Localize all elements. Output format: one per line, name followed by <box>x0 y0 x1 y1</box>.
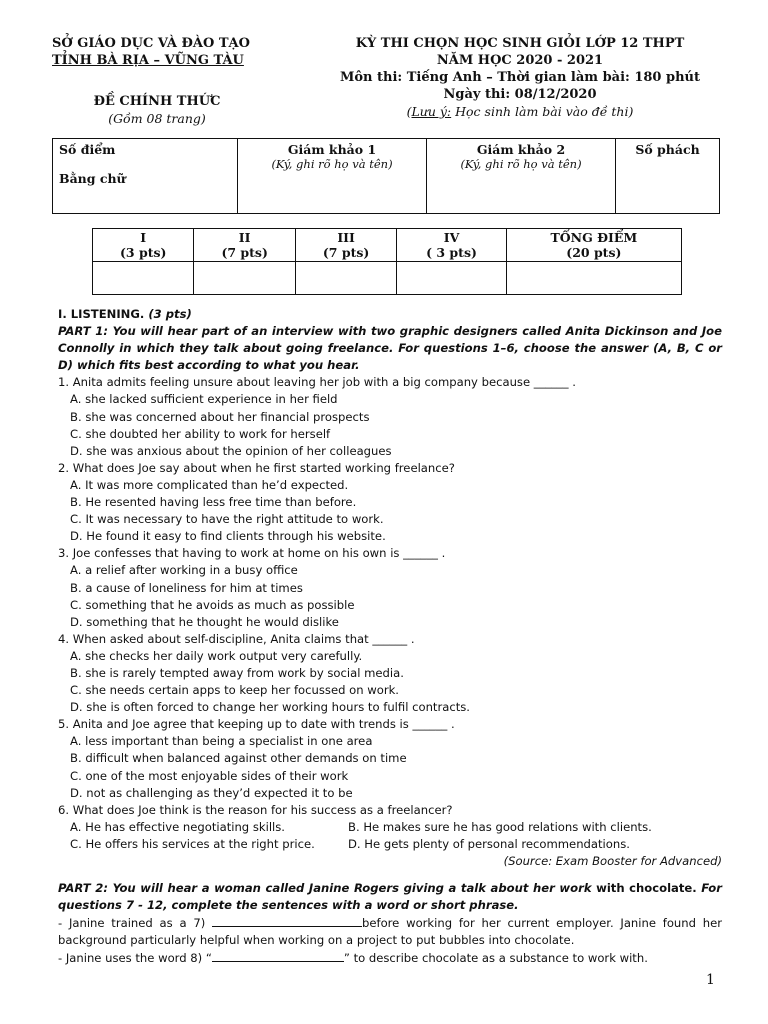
points-input-1[interactable] <box>93 262 194 295</box>
question-text: 1. Anita admits feeling unsure about leaving her job with a big company because ______ . <box>58 375 576 390</box>
note-line: (Lưu ý: Học sinh làm bài vào đề thi) <box>406 104 634 119</box>
answer-blank-7[interactable] <box>212 914 362 927</box>
question-text: 6. What does Joe think is the reason for his success as a freelancer? <box>58 802 453 817</box>
option-a[interactable]: A. a relief after working in a busy office <box>70 563 298 578</box>
points-col-3: III (7 pts) <box>295 229 396 262</box>
option-c[interactable]: C. He offers his services at the right price. <box>70 836 315 851</box>
points-input-2[interactable] <box>194 262 295 295</box>
points-input-3[interactable] <box>295 262 396 295</box>
question-2 <box>58 460 722 545</box>
answer-blank-8[interactable] <box>212 949 344 962</box>
question-1 <box>58 374 722 459</box>
option-c[interactable]: C. she doubted her ability to work for herself <box>70 426 331 441</box>
question-text: 3. Joe confesses that having to work at home on his own is ______ . <box>58 546 446 561</box>
option-c[interactable]: C. she needs certain apps to keep her focussed on work. <box>70 683 399 698</box>
fill-sentence-8: - Janine uses the word 8) “ ” to describe chocolate as a substance to work with. <box>58 951 648 966</box>
option-b[interactable]: B. He makes sure he has good relations with clients. <box>348 819 652 834</box>
part1-instructions: PART 1: You will hear part of an interview with two graphic designers called Anita Dickinson and Joe Connolly in which they talk about going freelance. For questions 1–6, choose the answer (A, B, C or D) which fits best according to what you hear. <box>58 324 722 373</box>
dept-line-1: SỞ GIÁO DỤC VÀ ĐÀO TẠO <box>52 36 250 51</box>
score-label: Số điểm <box>59 142 116 157</box>
school-year: NĂM HỌC 2020 - 2021 <box>436 53 604 68</box>
note-label: Lưu ý: <box>411 104 452 119</box>
score-words-label: Bằng chữ <box>59 171 126 186</box>
fill-sentence-7: - Janine trained as a 7) before working for her current employer. Janine found her background particularly helpful when working on a project to put bubbles into chocolate. <box>58 916 722 948</box>
option-a[interactable]: A. He has effective negotiating skills. <box>70 819 285 834</box>
examiner1-label: Giám khảo 1 <box>287 142 377 157</box>
exam-title: KỲ THI CHỌN HỌC SINH GIỎI LỚP 12 THPT <box>355 36 685 51</box>
examiner2-sign-note: (Ký, ghi rõ họ và tên) <box>460 157 582 171</box>
option-b[interactable]: B. she was concerned about her financial prospects <box>70 409 370 424</box>
subject-line: Môn thi: Tiếng Anh – Thời gian làm bài: 180 phút <box>339 70 701 85</box>
code-label: Số phách <box>635 142 700 157</box>
question-text: 4. When asked about self-discipline, Anita claims that ______ . <box>58 631 415 646</box>
option-a[interactable]: A. she lacked sufficient experience in her field <box>70 392 338 407</box>
option-a[interactable]: A. It was more complicated than he’d expected. <box>70 477 349 492</box>
points-col-2: II (7 pts) <box>194 229 295 262</box>
page-number: 1 <box>706 972 715 988</box>
option-a[interactable]: A. she checks her daily work output very carefully. <box>70 648 363 663</box>
question-3 <box>58 545 722 630</box>
exam-date: Ngày thi: 08/12/2020 <box>443 87 597 102</box>
option-a[interactable]: A. less important than being a specialist in one area <box>70 734 373 749</box>
points-input-4[interactable] <box>397 262 506 295</box>
question-4 <box>58 631 722 716</box>
option-row-ab <box>58 819 722 836</box>
option-d[interactable]: D. He gets plenty of personal recommendations. <box>348 836 630 851</box>
option-d[interactable]: D. something that he thought he would dislike <box>70 614 339 629</box>
option-d[interactable]: D. He found it easy to find clients through his website. <box>70 529 386 544</box>
question-6 <box>58 802 722 853</box>
official-label: ĐỀ CHÍNH THỨC <box>93 94 221 109</box>
option-c[interactable]: C. It was necessary to have the right attitude to work. <box>70 512 384 527</box>
points-table <box>92 228 682 295</box>
option-b[interactable]: B. He resented having less free time than before. <box>70 495 357 510</box>
header-right <box>305 35 735 120</box>
option-row-cd <box>58 836 722 853</box>
page-count: (Gồm 08 trang) <box>108 111 206 126</box>
score-cell <box>53 139 238 214</box>
option-b[interactable]: B. a cause of loneliness for him at times <box>70 580 303 595</box>
option-d[interactable]: D. she was anxious about the opinion of her colleagues <box>70 443 392 458</box>
header-left <box>52 35 262 127</box>
dept-line-2: TỈNH BÀ RỊA – VŨNG TÀU <box>52 53 244 68</box>
note-text: Học sinh làm bài vào đề thi <box>451 104 629 119</box>
source-note: (Source: Exam Booster for Advanced) <box>503 854 722 868</box>
part2-instructions: PART 2: You will hear a woman called Janine Rogers giving a talk about her work with chocolate. For questions 7 - 12, complete the sentences with a word or short phrase. <box>58 881 722 913</box>
option-b[interactable]: B. difficult when balanced against other demands on time <box>70 751 407 766</box>
option-d[interactable]: D. she is often forced to change her working hours to fulfil contracts. <box>70 700 470 715</box>
option-c[interactable]: C. one of the most enjoyable sides of their work <box>70 768 349 783</box>
points-input-total[interactable] <box>506 262 681 295</box>
question-text: 2. What does Joe say about when he first started working freelance? <box>58 460 455 475</box>
question-5 <box>58 716 722 801</box>
option-b[interactable]: B. she is rarely tempted away from work by social media. <box>70 665 404 680</box>
examiner2-label: Giám khảo 2 <box>476 142 566 157</box>
option-c[interactable]: C. something that he avoids as much as possible <box>70 597 355 612</box>
points-col-total: TỔNG ĐIỂM (20 pts) <box>506 229 681 262</box>
examiner1-sign-note: (Ký, ghi rõ họ và tên) <box>271 157 393 171</box>
option-d[interactable]: D. not as challenging as they’d expected it to be <box>70 785 353 800</box>
points-col-4: IV ( 3 pts) <box>397 229 506 262</box>
points-col-1: I (3 pts) <box>93 229 194 262</box>
code-cell[interactable] <box>616 139 720 214</box>
examiner2-cell[interactable] <box>427 139 616 214</box>
grading-table <box>52 138 720 214</box>
question-text: 5. Anita and Joe agree that keeping up to date with trends is ______ . <box>58 717 455 732</box>
section-title: I. LISTENING. (3 pts) <box>58 307 192 321</box>
examiner1-cell[interactable] <box>238 139 427 214</box>
exam-content <box>58 306 722 968</box>
